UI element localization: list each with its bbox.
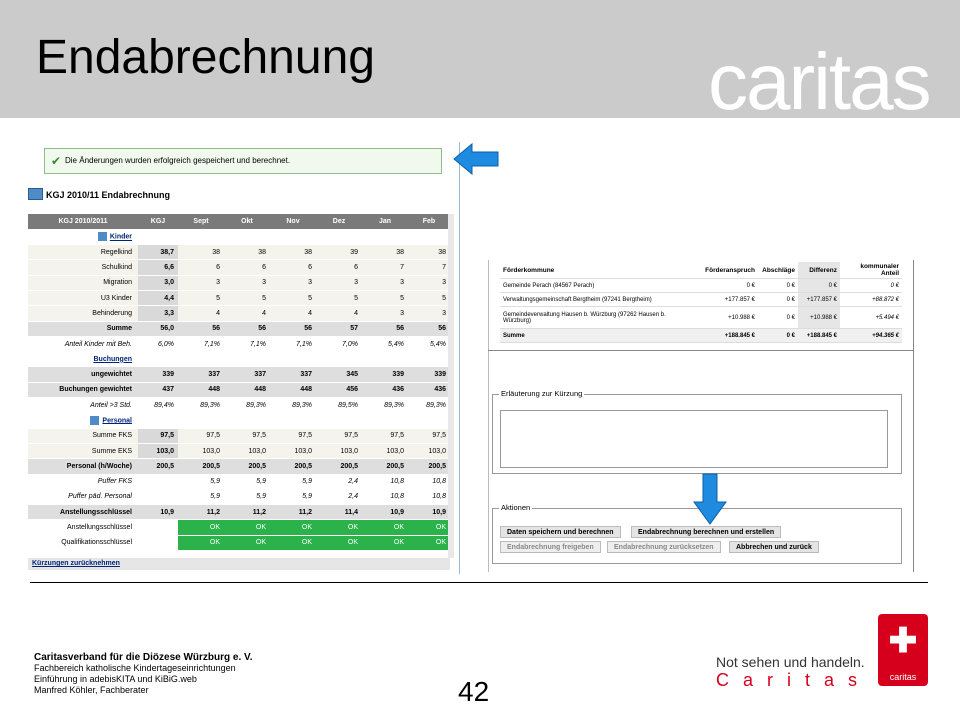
cell: 5,9 [224, 489, 270, 504]
cell: 345 [316, 367, 362, 382]
cell: 200,5 [270, 459, 316, 474]
col-header: Förderanspruch [688, 262, 758, 279]
cell: 103,0 [408, 443, 450, 458]
cell: Gemeinde Perach (84567 Perach) [500, 279, 688, 293]
panel-title-text: KGJ 2010/11 Endabrechnung [46, 190, 171, 200]
checkmark-icon: ✔ [51, 154, 62, 168]
cell: 103,0 [178, 443, 224, 458]
cell: 200,5 [138, 459, 178, 474]
row-label: Qualifikationsschlüssel [28, 535, 138, 550]
footer-author: Manfred Köhler, Fachberater [34, 685, 149, 695]
cell: 6 [224, 260, 270, 275]
cell: 39 [316, 245, 362, 260]
cell: 103,0 [362, 443, 408, 458]
cell: 4 [178, 306, 224, 321]
foerderkommune-table [500, 262, 902, 343]
cell: +188.845 € [688, 329, 758, 343]
cell: 4,4 [138, 290, 178, 305]
cell: 5,9 [224, 474, 270, 489]
cell: 5 [224, 290, 270, 305]
cell: 38 [408, 245, 450, 260]
cell: 448 [270, 382, 316, 397]
table-row [28, 505, 450, 520]
vertical-scrollbar[interactable] [448, 214, 454, 558]
cell: 97,5 [270, 428, 316, 443]
cell: 0 € [758, 293, 798, 307]
cell: 10,8 [408, 474, 450, 489]
col-header: KGJ 2010/2011 [28, 214, 138, 229]
cell: +88.872 € [840, 293, 902, 307]
cell: 6,6 [138, 260, 178, 275]
caritas-logo [878, 614, 928, 686]
footer-dept: Fachbereich katholische Kindertageseinrichtungen [34, 663, 236, 673]
table-row [28, 489, 450, 504]
row-label: Buchungen gewichtet [28, 382, 138, 397]
cell: OK [178, 535, 224, 550]
cell: 56 [224, 321, 270, 336]
row-label: Anstellungsschlüssel [28, 505, 138, 520]
person-icon [90, 416, 99, 425]
table-row [500, 307, 902, 329]
cell [138, 474, 178, 489]
cell: 2,4 [316, 489, 362, 504]
cell: 89,3% [224, 398, 270, 413]
cell: 10,8 [362, 474, 408, 489]
table-row [28, 398, 450, 413]
aktionen-legend: Aktionen [501, 503, 531, 512]
caritas-cross-icon: ✚ [888, 622, 918, 660]
cell: 5 [270, 290, 316, 305]
table-row [28, 474, 450, 489]
cell: 3 [362, 306, 408, 321]
table-row [28, 245, 450, 260]
cell: +10.988 € [688, 307, 758, 329]
cell: 38 [224, 245, 270, 260]
caritas-wordmark: Caritas [716, 670, 872, 690]
table-row [28, 535, 450, 550]
cell: OK [224, 520, 270, 535]
cancel-button[interactable]: Abbrechen und zurück [729, 541, 819, 553]
cell: 56 [362, 321, 408, 336]
cell: 200,5 [224, 459, 270, 474]
table-header [28, 214, 450, 229]
cell: +177.857 € [798, 293, 840, 307]
cell: 3 [408, 306, 450, 321]
cell: OK [178, 520, 224, 535]
cell: 436 [408, 382, 450, 397]
cell: 5 [316, 290, 362, 305]
page-number: 42 [458, 676, 490, 707]
col-header: Differenz [798, 262, 840, 279]
cell: +188.845 € [798, 329, 840, 343]
section-label: Kinder [109, 233, 132, 241]
cell: 6 [178, 260, 224, 275]
row-label: Puffer FKS [28, 474, 138, 489]
cell: 0 € [758, 329, 798, 343]
kuerzungen-link[interactable]: Kürzungen zurücknehmen [28, 558, 450, 570]
footer-course: Einführung in adebisKITA und KiBiG.web [34, 674, 197, 684]
cell: OK [270, 535, 316, 550]
cell: 56,0 [138, 321, 178, 336]
footer-info [34, 652, 253, 696]
table-row [28, 275, 450, 290]
cell: 5,4% [362, 336, 408, 351]
cell: 0 € [840, 279, 902, 293]
panel-title [28, 190, 170, 200]
cell: 200,5 [178, 459, 224, 474]
reset-button[interactable]: Endabrechnung zurücksetzen [607, 541, 721, 553]
table-row [28, 321, 450, 336]
section-label: Personal [102, 417, 132, 425]
cell: 103,0 [270, 443, 316, 458]
cell: 3 [408, 275, 450, 290]
col-header: Dez [316, 214, 362, 229]
cell: 7 [362, 260, 408, 275]
cell: 7,0% [316, 336, 362, 351]
cell: 38,7 [138, 245, 178, 260]
cell: 2,4 [316, 474, 362, 489]
cell: 3,3 [138, 306, 178, 321]
cell: 4 [316, 306, 362, 321]
cell: 0 € [688, 279, 758, 293]
cell: 5,9 [270, 489, 316, 504]
divider-line [459, 142, 460, 574]
cell: 7,1% [224, 336, 270, 351]
cell: +10.988 € [798, 307, 840, 329]
cell: 339 [408, 367, 450, 382]
cell: 3 [316, 275, 362, 290]
row-label: Summe [28, 321, 138, 336]
cell: Summe [500, 329, 688, 343]
cell: +94.365 € [840, 329, 902, 343]
cell: 10,9 [408, 505, 450, 520]
cell: OK [408, 535, 450, 550]
row-label: Summe FKS [28, 428, 138, 443]
cell: OK [316, 535, 362, 550]
cell: 5,9 [270, 474, 316, 489]
cell: 7,1% [178, 336, 224, 351]
cell: 97,5 [316, 428, 362, 443]
cell: OK [224, 535, 270, 550]
caritas-logo-text: caritas [708, 37, 930, 126]
freigeben-button[interactable]: Endabrechnung freigeben [500, 541, 601, 553]
slogan: Not sehen und handeln. [716, 654, 865, 670]
cell: 97,5 [138, 428, 178, 443]
cell [138, 520, 178, 535]
cell: 6 [316, 260, 362, 275]
section-kinder[interactable] [28, 229, 138, 244]
col-header: Feb [408, 214, 450, 229]
cell: 11,2 [270, 505, 316, 520]
cell: 56 [408, 321, 450, 336]
section-buchungen[interactable]: Buchungen [28, 352, 138, 367]
table-row [28, 443, 450, 458]
col-header: Nov [270, 214, 316, 229]
cell: 97,5 [362, 428, 408, 443]
cell: OK [408, 520, 450, 535]
cell: 10,9 [362, 505, 408, 520]
cell: 337 [270, 367, 316, 382]
table-row [28, 367, 450, 382]
cell: OK [362, 520, 408, 535]
cell: 5,9 [178, 474, 224, 489]
cell: 0 € [758, 279, 798, 293]
cell: 10,9 [138, 505, 178, 520]
save-calc-button[interactable]: Daten speichern und berechnen [500, 526, 621, 538]
cell: 38 [362, 245, 408, 260]
cell: 200,5 [362, 459, 408, 474]
cell: 89,5% [316, 398, 362, 413]
cell: 103,0 [138, 443, 178, 458]
cell: OK [316, 520, 362, 535]
cell: 6 [270, 260, 316, 275]
cell: 3,0 [138, 275, 178, 290]
row-label: Behinderung [28, 306, 138, 321]
cell: +177.857 € [688, 293, 758, 307]
cell: 10,8 [362, 489, 408, 504]
table-row [28, 336, 450, 351]
caritas-logo-text: caritas [889, 672, 917, 682]
cell: 5,9 [178, 489, 224, 504]
cell: 5 [178, 290, 224, 305]
cell: 200,5 [316, 459, 362, 474]
cell: 3 [270, 275, 316, 290]
slide-title: Endabrechnung [36, 31, 375, 84]
cell: 11,2 [224, 505, 270, 520]
cell: 456 [316, 382, 362, 397]
col-header: Sept [178, 214, 224, 229]
cell: 3 [224, 275, 270, 290]
col-header: Förderkommune [500, 262, 688, 279]
cell: 89,3% [178, 398, 224, 413]
cell: 97,5 [178, 428, 224, 443]
success-text: Die Änderungen wurden erfolgreich gespeichert und berechnet. [65, 156, 291, 165]
table-row [28, 290, 450, 305]
col-header: Okt [224, 214, 270, 229]
cell: 337 [224, 367, 270, 382]
cell: 89,4% [138, 398, 178, 413]
cell: +5.494 € [840, 307, 902, 329]
child-icon [98, 232, 107, 241]
section-personal[interactable] [28, 413, 138, 428]
table-row [28, 260, 450, 275]
table-row [28, 428, 450, 443]
row-label: Anstellungsschlüssel [28, 520, 138, 535]
cell: 38 [178, 245, 224, 260]
cell: 11,2 [178, 505, 224, 520]
cell: Gemeindeverwaltung Hausen b. Würzburg (97262 Hausen b. Würzburg) [500, 307, 688, 329]
cell: 337 [178, 367, 224, 382]
divider-line [488, 350, 914, 351]
row-label: ungewichtet [28, 367, 138, 382]
row-label: Anteil >3 Std. [28, 398, 138, 413]
cell: 4 [270, 306, 316, 321]
cell: 4 [224, 306, 270, 321]
row-label: Personal (h/Woche) [28, 459, 138, 474]
cell: 5 [408, 290, 450, 305]
cell: 103,0 [224, 443, 270, 458]
table-row [28, 520, 450, 535]
cell: 436 [362, 382, 408, 397]
cell: 11,4 [316, 505, 362, 520]
cell: 3 [178, 275, 224, 290]
table-row [28, 459, 450, 474]
row-label: Schulkind [28, 260, 138, 275]
cell: 339 [362, 367, 408, 382]
table-row [28, 382, 450, 397]
row-label: Summe EKS [28, 443, 138, 458]
kgj-table [28, 214, 450, 551]
cell: 97,5 [408, 428, 450, 443]
footer-rule [30, 582, 928, 583]
cell [138, 535, 178, 550]
cell: 7 [408, 260, 450, 275]
cell: 0 € [798, 279, 840, 293]
row-label: Anteil Kinder mit Beh. [28, 336, 138, 351]
table-row [28, 306, 450, 321]
cell: 339 [138, 367, 178, 382]
cell: 89,3% [270, 398, 316, 413]
col-header: Abschläge [758, 262, 798, 279]
cell: OK [362, 535, 408, 550]
col-header: Jan [362, 214, 408, 229]
erlaeuterung-legend: Erläuterung zur Kürzung [501, 389, 583, 398]
cell: 437 [138, 382, 178, 397]
create-button[interactable]: Endabrechnung berechnen und erstellen [631, 526, 781, 538]
slide-header [0, 0, 960, 126]
cell: 0 € [758, 307, 798, 329]
col-header: KGJ [138, 214, 178, 229]
table-row [500, 279, 902, 293]
cell: Verwaltungsgemeinschaft Bergtheim (97241 Bergtheim) [500, 293, 688, 307]
cell: 38 [270, 245, 316, 260]
row-label: Puffer päd. Personal [28, 489, 138, 504]
cell: 448 [224, 382, 270, 397]
endabrechnung-panel [28, 142, 456, 574]
cell: 10,8 [408, 489, 450, 504]
cell: 89,3% [362, 398, 408, 413]
row-label: Migration [28, 275, 138, 290]
cell: 448 [178, 382, 224, 397]
arrow-down-icon [692, 472, 728, 526]
footer-org: Caritasverband für die Diözese Würzburg e. V. [34, 652, 253, 663]
success-message [44, 148, 442, 174]
cell [138, 489, 178, 504]
calendar-icon [28, 188, 43, 200]
cell: 3 [362, 275, 408, 290]
cell: 5 [362, 290, 408, 305]
cell: 6,0% [138, 336, 178, 351]
cell: 89,3% [408, 398, 450, 413]
cell: 97,5 [224, 428, 270, 443]
cell: 200,5 [408, 459, 450, 474]
cell: 56 [178, 321, 224, 336]
row-label: U3 Kinder [28, 290, 138, 305]
erlaeuterung-textarea[interactable] [500, 410, 888, 468]
cell: 103,0 [316, 443, 362, 458]
table-row [500, 329, 902, 343]
arrow-left-icon [452, 142, 500, 176]
cell: 5,4% [408, 336, 450, 351]
cell: OK [270, 520, 316, 535]
row-label: Regelkind [28, 245, 138, 260]
col-header: kommunaler Anteil [840, 262, 902, 279]
cell: 56 [270, 321, 316, 336]
cell: 7,1% [270, 336, 316, 351]
table-row [500, 293, 902, 307]
cell: 57 [316, 321, 362, 336]
